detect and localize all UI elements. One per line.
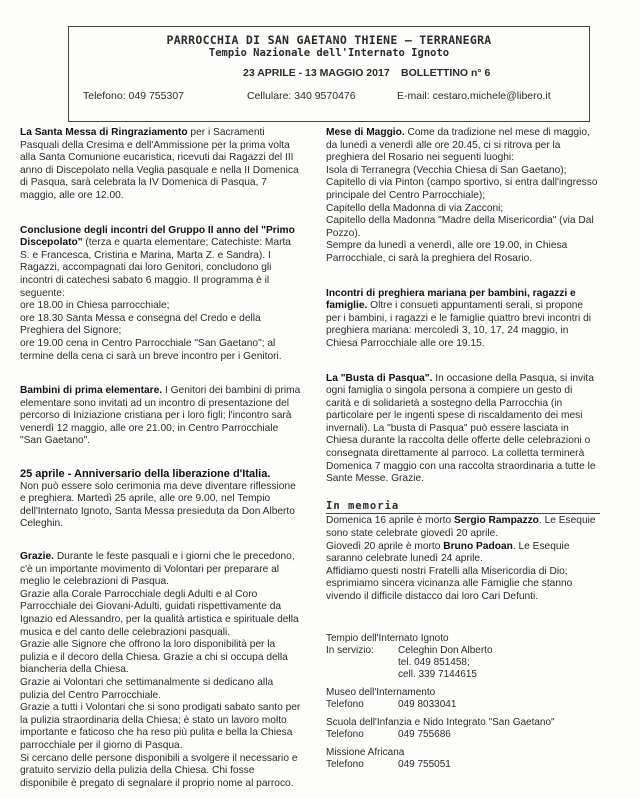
temple-subtitle: Tempio Nazionale dell'Internato Ignoto <box>208 47 450 59</box>
paragraph: Grazie a tutti i Volontari che si sono prodigati sabato santo per la pulizia straordinaria della Chiesa; è stato un lavoro molto importante e faticoso che ha reso più pulita e bella la Chiesa parrocchiale per il giorno di Pasqua. <box>20 702 301 751</box>
section-primo-discepolato: Conclusione degli incontri del Gruppo II anno del "Primo Discepolato" (terza e quarta elementare; Catechiste: Marta S. e Francesca, Cristina e Marina, Marta Z. e Sandra). I Ragazzi, accompagnati dai loro Genitori, concludono gli incontri di catechesi sabato 6 maggio. Il programma è il seguente: <box>20 224 295 299</box>
in-memoria-heading: In memoria <box>326 500 600 515</box>
section-title: Mese di Maggio. <box>326 127 405 138</box>
phone: Telefono: 049 755307 <box>83 90 185 102</box>
section-grazie: Grazie. Durante le feste pasquali e i giorni che le precedono, c'è un importante movimento di Volontari per preparare al meglio le celebrazioni di Pasqua. <box>20 551 295 588</box>
paragraph: Grazie ai Volontari che settimanalmente si dedicano alla pulizia del Centro Parrocchiale. <box>20 676 274 701</box>
right-column <box>326 127 600 604</box>
section-title: Conclusione degli incontri del Gruppo II anno del "Primo Discepolato" <box>20 224 295 249</box>
contact-tempio: Tempio dell'Internato Ignoto In servizio: Celeghin Don Alberto tel. 049 851458; cell. 339 7144615 <box>326 633 493 680</box>
list-item: ore 18.30 Santa Messa e consegna del Credo e della Preghiera del Signore; <box>20 312 261 337</box>
section-busta-pasqua: La "Busta di Pasqua". In occasione della Pasqua, si invita ogni famiglia o singola persona a compiere un gesto di carità e di solidarietà a sostegno della Parrocchia (in particolare per le ingenti spese di riscaldamento dei mesi invernali). La "busta di Pasqua" può essere lasciata in Chiesa durante la raccolta delle offerte delle celebrazioni o consegnata direttamente al parroco. La colletta terminerà Domenica 7 maggio con una raccolta straordinaria a tutte le Sante Messe. Grazie. <box>326 372 596 485</box>
list-item: ore 19.00 cena in Centro Parrocchiale "San Gaetano"; al termine della cena ci sarà un breve incontro per i Genitori. <box>20 337 282 362</box>
deceased-name: Sergio Rampazzo <box>453 515 539 527</box>
bulletin-dates: 23 APRILE - 13 MAGGIO 2017 <box>243 67 390 79</box>
deceased-name: Bruno Padoan <box>443 540 513 552</box>
priest-cell: cell. 339 7144615 <box>398 669 477 680</box>
priest-name: Celeghin Don Alberto <box>398 645 493 656</box>
section-title: Grazie. <box>20 551 54 563</box>
mobile: Cellulare: 340 9570476 <box>247 90 356 102</box>
list-item: Capitello di via Pinton (campo sportivo, si entra dall'ingresso principale del Centro Parrocchiale); <box>326 177 598 201</box>
obituary-closing: Affidiamo questi nostri Fratelli alla Misericordia di Dio; esprimiamo sincera vicinanza alle Famiglie che stanno vivendo il difficile distacco dai loro Cari Defunti. <box>326 565 573 602</box>
paragraph: Grazie alla Corale Parrocchiale degli Adulti e al Coro Parrocchiale dei Giovani-Adulti, guidati rispettivamente da Ignazio ed Alessandro, per la qualità artistica e spirituale della musica e del canto delle celebrazioni pasquali. <box>20 588 299 638</box>
paragraph: Si cercano delle persone disponibili a svolgere il necessario e gratuito servizio della pulizia della Chiesa. Chi fosse disponibile è pregato di segnalare il proprio nome al parroco. <box>20 752 298 789</box>
contact-museo: Museo dell'Internamento Telefono 049 8033041 <box>326 687 457 710</box>
parish-title: PARROCCHIA DI SAN GAETANO THIENE – TERRANEGRA <box>166 33 492 47</box>
section-title: La "Busta di Pasqua". <box>326 372 433 384</box>
list-item: Capitello della Madonna di via Zacconi; <box>326 202 504 214</box>
obituary-item: Domenica 16 aprile è morto Sergio Rampazzo. Le Esequie sono state celebrate giovedì 20 aprile. <box>326 515 596 540</box>
priest-tel: tel. 049 851458; <box>398 657 470 668</box>
section-santa-messa: La Santa Messa di Ringraziamento per i Sacramenti Pasquali della Cresima e dell'Ammissione per la prima volta alla Santa Comunione eucaristica, ricevuti dai Ragazzi del III anno di Discepolato nella Veglia pasquale e nella II Domenica di Pasqua, sarà celebrata la IV Domenica di Pasqua, 7 maggio, alle ore 12.00. <box>20 127 299 201</box>
contact-missione: Missione Africana Telefono 049 755051 <box>326 747 451 770</box>
section-title: Bambini di prima elementare. <box>20 385 163 397</box>
section-25-aprile: Non può essere solo cerimonia ma deve diventare riflessione e preghiera. Martedì 25 aprile, alle ore 9.00, nel Tempio dell'Internato Ignoto, Santa Messa presieduta da Don Alberto Celeghin. <box>20 480 296 530</box>
bulletin-number: BOLLETTINO n° 6 <box>401 67 491 79</box>
list-item: ore 18.00 in Chiesa parrocchiale; <box>20 300 170 312</box>
paragraph: Grazie alle Signore che offrono la loro disponibilità per la pulizia e il decoro della Chiesa. Grazie a chi si occupa della biancheria della Chiesa. <box>20 639 288 676</box>
section-preghiera-mariana: Incontri di preghiera mariana per bambini, ragazzi e famiglie. Oltre i consueti appuntamenti serali, si propone per i bambini, i ragazzi e le famiglie quattro brevi incontri di preghiera mariana: mercoledì 3, 10, 17, 24 maggio, in Chiesa Parrocchiale alle ore 19.15. <box>326 287 591 349</box>
obituary-item: Giovedì 20 aprile è morto Bruno Padoan. Le Esequie saranno celebrate lunedì 24 aprile. <box>326 540 570 565</box>
list-item: Isola di Terranegra (Vecchia Chiesa di San Gaetano); <box>326 164 567 176</box>
section-mese-maggio: Mese di Maggio. Come da tradizione nel mese di maggio, da lunedì a venerdì alle ore 20.45, ci si ritrova per la preghiera del Rosario nei seguenti luoghi: <box>326 127 590 164</box>
header-box <box>68 26 590 122</box>
section-title: Incontri di preghiera mariana per bambini, ragazzi e famiglie. <box>326 287 576 312</box>
section-title-25-aprile: 25 aprile - Anniversario della liberazione d'Italia. <box>20 468 271 481</box>
contact-scuola: Scuola dell'Infanzia e Nido Integrato "San Gaetano" Telefono 049 755686 <box>326 717 555 740</box>
section-title: La Santa Messa di Ringraziamento <box>20 127 188 138</box>
left-column <box>20 127 302 790</box>
list-item: Sempre da lunedì a venerdì, alle ore 19.00, in Chiesa Parrocchiale, ci sarà la preghiera del Rosario. <box>326 240 568 264</box>
list-item: Capitello della Madonna "Madre della Misericordia" (via Dal Pozzo). <box>326 215 594 239</box>
email: E-mail: cestaro.michele@libero.it <box>397 90 551 102</box>
contacts-block <box>326 633 555 777</box>
section-prima-elementare: Bambini di prima elementare. I Genitori dei bambini di prima elementare sono invitati ad un incontro di presentazione del percorso di Iniziazione cristiana per i loro figli; l'incontro sarà venerdì 12 maggio, alle ore 21.00, in Centro Parrocchiale "San Gaetano". <box>20 385 301 447</box>
